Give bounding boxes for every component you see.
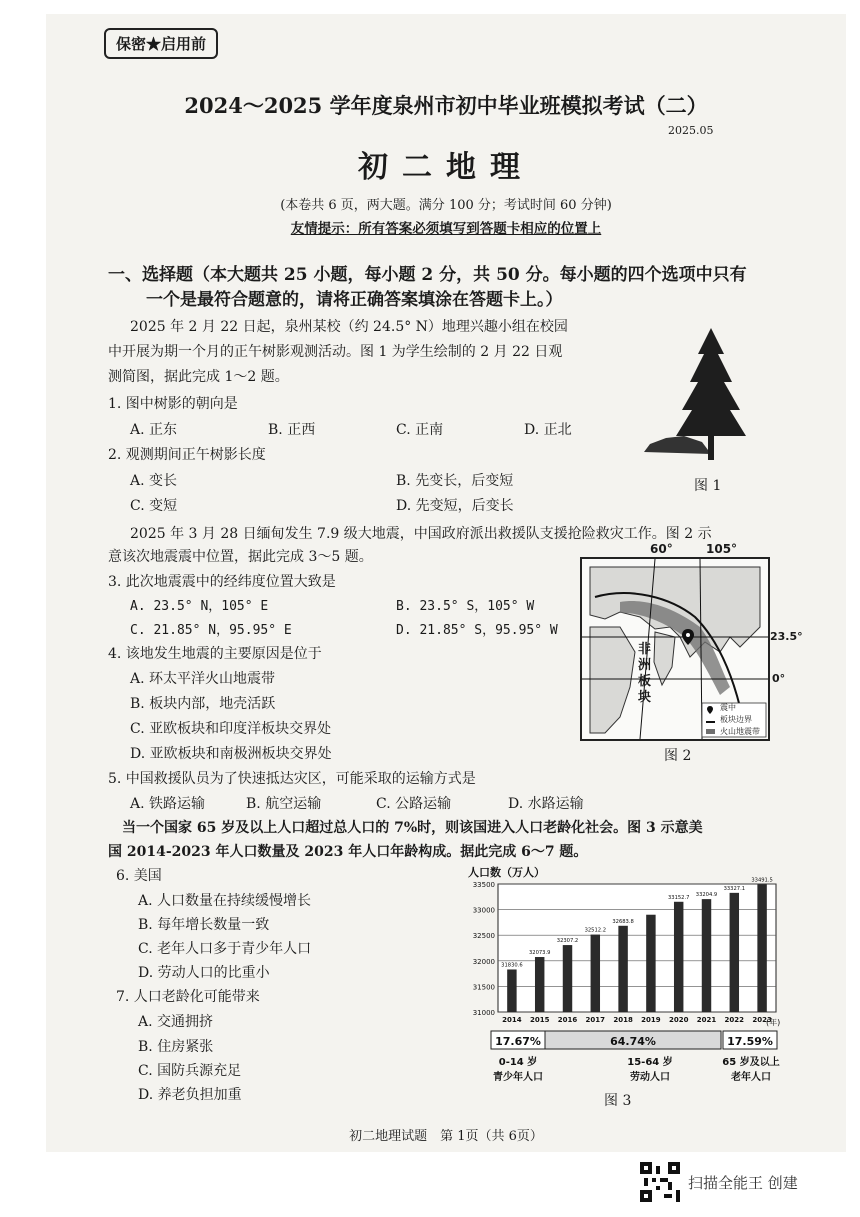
q3-option-a: A. 23.5° N，105° E — [130, 599, 269, 614]
q6-stem: 6. 美国 — [116, 868, 162, 884]
exam-title: 2024～2025 学年度泉州市初中毕业班模拟考试（二） — [184, 93, 708, 118]
q2-option-d: D. 先变短，后变长 — [396, 498, 514, 514]
tree-shadow-figure — [636, 324, 776, 474]
population-bar — [702, 899, 711, 1012]
q2-option-c: C. 变短 — [130, 498, 178, 514]
y-tick-label: 32500 — [472, 932, 495, 941]
q4-option-b: B. 板块内部，地壳活跃 — [130, 696, 276, 712]
exam-date: 2025.05 — [668, 124, 714, 137]
q2-stem: 2. 观测期间正午树影长度 — [108, 447, 266, 463]
q5-stem: 5. 中国救援队员为了快速抵达灾区，可能采取的运输方式是 — [108, 771, 476, 787]
age-young-pct: 17.67% — [495, 1035, 541, 1048]
bar-value-label: 31830.6 — [501, 962, 523, 969]
y-tick-label: 33000 — [472, 906, 495, 915]
q7-stem: 7. 人口老龄化可能带来 — [116, 989, 260, 1005]
chart-plot-area — [473, 877, 776, 1024]
q5-option-d: D. 水路运输 — [508, 796, 584, 812]
population-chart — [454, 860, 789, 1100]
population-bar — [591, 935, 600, 1012]
q6-option-b: B. 每年增长数量一致 — [138, 917, 270, 933]
y-tick-label: 33500 — [472, 881, 495, 889]
age-old-name: 老年人口 — [731, 1072, 771, 1083]
age-working-pct: 64.74% — [610, 1035, 656, 1048]
q4-stem: 4. 该地发生地震的主要原因是位于 — [108, 646, 322, 662]
age-young-name: 青少年人口 — [493, 1072, 543, 1083]
population-bar — [674, 902, 683, 1012]
population-bar — [730, 893, 739, 1012]
q6-option-a: A. 人口数量在持续缓慢增长 — [138, 893, 312, 909]
bar-value-label: 32073.9 — [528, 950, 551, 957]
map-lat-23-5: 23.5° — [770, 630, 803, 643]
q3-option-b: B. 23.5° S，105° W — [396, 599, 535, 614]
bar-value-label: 33204.9 — [695, 892, 718, 899]
population-bar — [507, 969, 516, 1012]
figure1-caption: 图 1 — [694, 478, 722, 494]
x-tick-label: 2017 — [585, 1016, 606, 1024]
population-bar — [618, 926, 627, 1012]
population-bar — [757, 884, 766, 1012]
q2-option-b: B. 先变长，后变短 — [396, 473, 514, 489]
x-tick-label: 2014 — [502, 1016, 522, 1024]
legend-volcano-icon — [706, 729, 715, 734]
age-working-range: 15-64 岁 — [627, 1057, 673, 1068]
x-tick-label: 2019 — [641, 1016, 661, 1024]
x-tick-label: 2018 — [613, 1016, 633, 1024]
page-footer: 初二地理试题 第 1页（共 6页） — [349, 1129, 543, 1144]
bar-value-label: 32683.8 — [612, 918, 634, 925]
age-young-range: 0-14 岁 — [498, 1057, 538, 1068]
x-tick-label: 2022 — [724, 1016, 745, 1024]
age-old-pct: 17.59% — [727, 1035, 773, 1048]
y-tick-label: 31500 — [472, 983, 495, 992]
q4-option-d: D. 亚欧板块和南极洲板块交界处 — [130, 746, 332, 762]
tree-trunk — [708, 432, 714, 460]
bar-value-label: 33327.1 — [723, 885, 746, 892]
section-heading-line1: 一、选择题（本大题共 25 小题，每小题 2 分，共 50 分。每小题的四个选项中只有 — [108, 265, 747, 285]
section-heading — [108, 263, 798, 313]
exam-info: (本卷共 6 页，两大题。满分 100 分；考试时间 60 分钟) — [280, 198, 612, 213]
chart-ylabel: 人口数（万人） — [468, 866, 545, 879]
q1-option-c: C. 正南 — [396, 422, 444, 438]
x-tick-label: 2023 — [752, 1016, 772, 1024]
age-working-name: 劳动人口 — [630, 1072, 670, 1083]
exam-page — [46, 14, 846, 1152]
legend-volcano-label: 火山地震带 — [720, 727, 760, 736]
q1-option-d: D. 正北 — [524, 422, 572, 438]
group1-intro-line3: 测简图，据此完成 1～2 题。 — [108, 369, 289, 385]
subject-title: 初二地理 — [358, 150, 534, 185]
q5-option-b: B. 航空运输 — [246, 796, 322, 812]
tree-shadow — [644, 436, 711, 454]
y-tick-label: 32000 — [472, 957, 495, 966]
q7-option-c: C. 国防兵源充足 — [138, 1063, 242, 1079]
figure3-caption: 图 3 — [604, 1093, 632, 1109]
group2-intro-line2: 意该次地震震中位置，据此完成 3～5 题。 — [108, 549, 373, 565]
q1-option-a: A. 正东 — [130, 422, 178, 438]
bar-value-label: 33491.5 — [751, 877, 773, 884]
bar-value-label: 33152.7 — [667, 894, 690, 901]
chart-xlabel: (年) — [766, 1018, 781, 1027]
group2-intro-line1: 2025 年 3 月 28 日缅甸发生 7.9 级大地震，中国政府派出救援队支援抢险救灾工作。图 2 示 — [130, 526, 712, 542]
legend-boundary-label: 板块边界 — [720, 715, 752, 724]
legend-epicenter-label: 震中 — [720, 703, 736, 712]
x-tick-label: 2016 — [557, 1016, 578, 1024]
x-tick-label: 2020 — [668, 1016, 689, 1024]
figure2-caption: 图 2 — [664, 748, 692, 764]
x-tick-label: 2015 — [529, 1016, 550, 1024]
group1-intro-line1: 2025 年 2 月 22 日起，泉州某校（约 24.5° N）地理兴趣小组在校园 — [130, 319, 568, 335]
section-heading-line2: 一个是最符合题意的，请将正确答案填涂在答题卡上。） — [146, 290, 563, 310]
friendly-tip: 友情提示：所有答案必须填写到答题卡相应的位置上 — [290, 221, 602, 237]
africa-plate-label: 非洲板块 — [638, 642, 652, 705]
tree-crown — [676, 328, 746, 436]
bar-value-label: 32512.2 — [584, 927, 607, 934]
q4-option-a: A. 环太平洋火山地震带 — [130, 671, 276, 687]
y-tick-label: 31000 — [472, 1009, 495, 1017]
group3-intro-line2: 国 2014-2023 年人口数量及 2023 年人口年龄构成。据此完成 6～7 题。 — [108, 844, 588, 860]
map-lon-60: 60° — [650, 542, 673, 556]
scanner-watermark — [640, 1162, 798, 1202]
scanner-label: 扫描全能王 创建 — [688, 1173, 798, 1192]
q3-stem: 3. 此次地震震中的经纬度位置大致是 — [108, 574, 336, 590]
population-bar — [563, 945, 572, 1012]
group3-intro-line1: 当一个国家 65 岁及以上人口超过总人口的 7%时，则该国进入人口老龄化社会。图 3 示意美 — [122, 820, 703, 836]
q7-option-b: B. 住房紧张 — [138, 1039, 214, 1055]
confidential-stamp: 保密★启用前 — [104, 28, 218, 59]
map-lat-0: 0° — [772, 672, 786, 685]
q6-option-d: D. 劳动人口的比重小 — [138, 965, 270, 981]
q1-stem: 1. 图中树影的朝向是 — [108, 396, 238, 412]
map-lon-105: 105° — [706, 542, 738, 556]
q7-option-a: A. 交通拥挤 — [138, 1014, 214, 1030]
q5-option-a: A. 铁路运输 — [130, 796, 206, 812]
population-bar — [646, 915, 655, 1012]
q4-option-c: C. 亚欧板块和印度洋板块交界处 — [130, 721, 332, 737]
q2-option-a: A. 变长 — [130, 473, 178, 489]
q3-option-c: C. 21.85° N，95.95° E — [130, 623, 292, 638]
population-bar — [535, 957, 544, 1012]
x-tick-label: 2021 — [696, 1016, 717, 1024]
age-old-range: 65 岁及以上 — [722, 1057, 780, 1068]
q1-option-b: B. 正西 — [268, 422, 316, 438]
q3-option-d: D. 21.85° S，95.95° W — [396, 623, 558, 638]
q7-option-d: D. 养老负担加重 — [138, 1087, 242, 1103]
bar-value-label: 32307.2 — [556, 938, 579, 945]
group1-intro-line2: 中开展为期一个月的正午树影观测活动。图 1 为学生绘制的 2 月 22 日观 — [108, 344, 563, 360]
qr-code-icon — [640, 1162, 680, 1202]
q5-option-c: C. 公路运输 — [376, 796, 452, 812]
q6-option-c: C. 老年人口多于青少年人口 — [138, 941, 312, 957]
